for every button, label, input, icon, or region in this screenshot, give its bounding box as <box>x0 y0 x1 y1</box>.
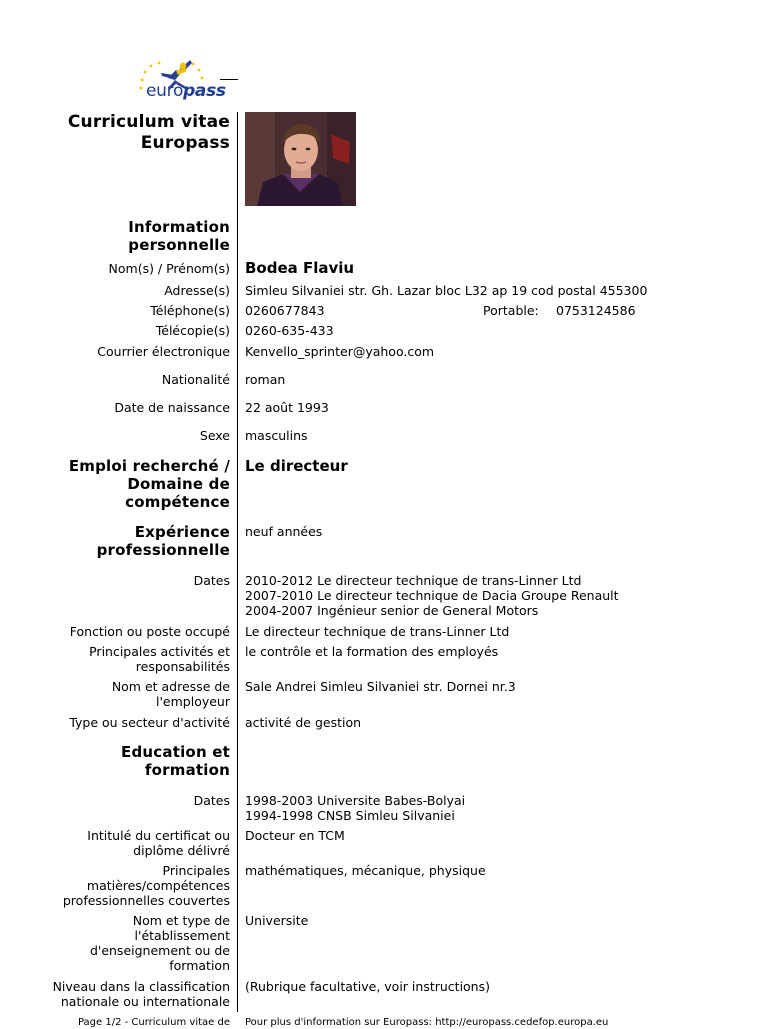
activities-value: le contrôle et la formation des employés <box>245 644 499 659</box>
certificate-label-l2: diplôme délivré <box>133 843 230 858</box>
subjects-label-l2: matières/compétences <box>86 878 230 893</box>
institution-value: Universite <box>245 913 309 928</box>
experience-dates-label: Dates <box>193 573 230 588</box>
activities-label-l2: responsabilités <box>135 659 230 674</box>
institution-label-l1: Nom et type de <box>132 913 230 928</box>
subjects-label <box>63 863 230 908</box>
certificate-value: Docteur en TCM <box>245 828 345 843</box>
education-heading-l2: formation <box>144 761 230 779</box>
fax-value: 0260-635-433 <box>245 323 334 338</box>
experience-date-line: 2004-2007 Ingénieur senior de General Motors <box>245 603 539 618</box>
mobile-value: 0753124586 <box>556 303 636 318</box>
sex-label: Sexe <box>199 428 230 443</box>
experience-heading-l2: professionnelle <box>96 541 230 559</box>
education-dates <box>245 793 465 823</box>
desired-heading-l2: Domaine de <box>127 475 230 493</box>
desired-heading-l1: Emploi recherché / <box>68 457 230 475</box>
mobile-label: Portable: <box>483 303 539 318</box>
person-photo-icon <box>245 112 356 206</box>
sex-value: masculins <box>245 428 308 443</box>
nationality-label: Nationalité <box>161 372 230 387</box>
sector-value: activité de gestion <box>245 715 362 730</box>
certificate-label <box>87 828 230 858</box>
address-value: Simleu Silvaniei str. Gh. Lazar bloc L32 ap 19 cod postal 455300 <box>245 283 648 298</box>
institution-label-l3: d'enseignement ou de <box>89 943 230 958</box>
subjects-label-l1: Principales <box>162 863 230 878</box>
experience-summary: neuf années <box>245 524 323 539</box>
desired-job-heading <box>69 457 230 511</box>
cv-title-line2: Europass <box>140 133 230 153</box>
column-divider <box>237 112 238 1012</box>
education-date-line: 1994-1998 CNSB Simleu Silvaniei <box>245 808 455 823</box>
logo-dash <box>220 79 238 80</box>
cv-title <box>68 112 230 154</box>
email-label: Courrier électronique <box>97 344 230 359</box>
name-value: Bodea Flaviu <box>245 259 355 277</box>
experience-dates <box>245 573 619 618</box>
sector-label: Type ou secteur d'activité <box>69 715 230 730</box>
education-heading <box>121 743 230 779</box>
level-value: (Rubrique facultative, voir instructions) <box>245 979 490 994</box>
name-label: Nom(s) / Prénom(s) <box>108 261 230 276</box>
cv-title-line1: Curriculum vitae <box>67 112 230 132</box>
experience-heading-l1: Expérience <box>134 523 230 541</box>
activities-label-l1: Principales activités et <box>89 644 230 659</box>
experience-heading <box>97 523 230 559</box>
phone-value: 0260677843 <box>245 303 325 318</box>
footer-page-info: Page 1/2 - Curriculum vitae de <box>77 1017 230 1028</box>
employer-label-l1: Nom et adresse de <box>111 679 230 694</box>
position-value: Le directeur technique de trans-Linner Ltd <box>245 624 510 639</box>
subjects-label-l3: professionnelles couvertes <box>62 893 230 908</box>
desired-heading-l3: compétence <box>125 493 230 511</box>
personal-heading-l1: Information <box>128 218 230 236</box>
phone-label: Téléphone(s) <box>150 303 230 318</box>
europass-wordmark <box>146 81 226 101</box>
employer-value: Sale Andrei Simleu Silvaniei str. Dornei nr.3 <box>245 679 516 694</box>
certificate-label-l1: Intitulé du certificat ou <box>87 828 230 843</box>
employer-label-l2: l'employeur <box>156 694 230 709</box>
profile-photo <box>245 112 356 206</box>
personal-heading-l2: personnelle <box>128 236 230 254</box>
email-value[interactable]: Kenvello_sprinter@yahoo.com <box>245 344 435 359</box>
fax-label: Télécopie(s) <box>155 323 230 338</box>
level-label-l2: nationale ou internationale <box>60 994 230 1009</box>
position-label: Fonction ou poste occupé <box>69 624 230 639</box>
education-dates-label: Dates <box>193 793 230 808</box>
institution-label-l2: l'établissement <box>134 928 230 943</box>
personal-info-heading <box>128 218 230 254</box>
level-label <box>53 979 230 1009</box>
level-label-l1: Niveau dans la classification <box>52 979 230 994</box>
nationality-value: roman <box>245 372 286 387</box>
institution-label-l4: formation <box>169 958 230 973</box>
birth-label: Date de naissance <box>114 400 230 415</box>
desired-job-value: Le directeur <box>245 457 348 475</box>
education-heading-l1: Education et <box>121 743 230 761</box>
employer-label <box>112 679 230 709</box>
education-date-line: 1998-2003 Universite Babes-Bolyai <box>245 793 466 808</box>
logo-pass: pass <box>183 81 226 101</box>
institution-label <box>90 913 230 973</box>
activities-label <box>89 644 230 674</box>
birth-value: 22 août 1993 <box>245 400 329 415</box>
subjects-value: mathématiques, mécanique, physique <box>245 863 486 878</box>
address-label: Adresse(s) <box>164 283 230 298</box>
footer-europass-info[interactable]: Pour plus d'information sur Europass: http://europass.cedefop.europa.eu <box>245 1017 609 1028</box>
europass-logo <box>132 54 242 106</box>
logo-euro: euro <box>146 81 184 101</box>
experience-date-line: 2010-2012 Le directeur technique de trans-Linner Ltd <box>245 573 582 588</box>
experience-date-line: 2007-2010 Le directeur technique de Dacia Groupe Renault <box>245 588 619 603</box>
